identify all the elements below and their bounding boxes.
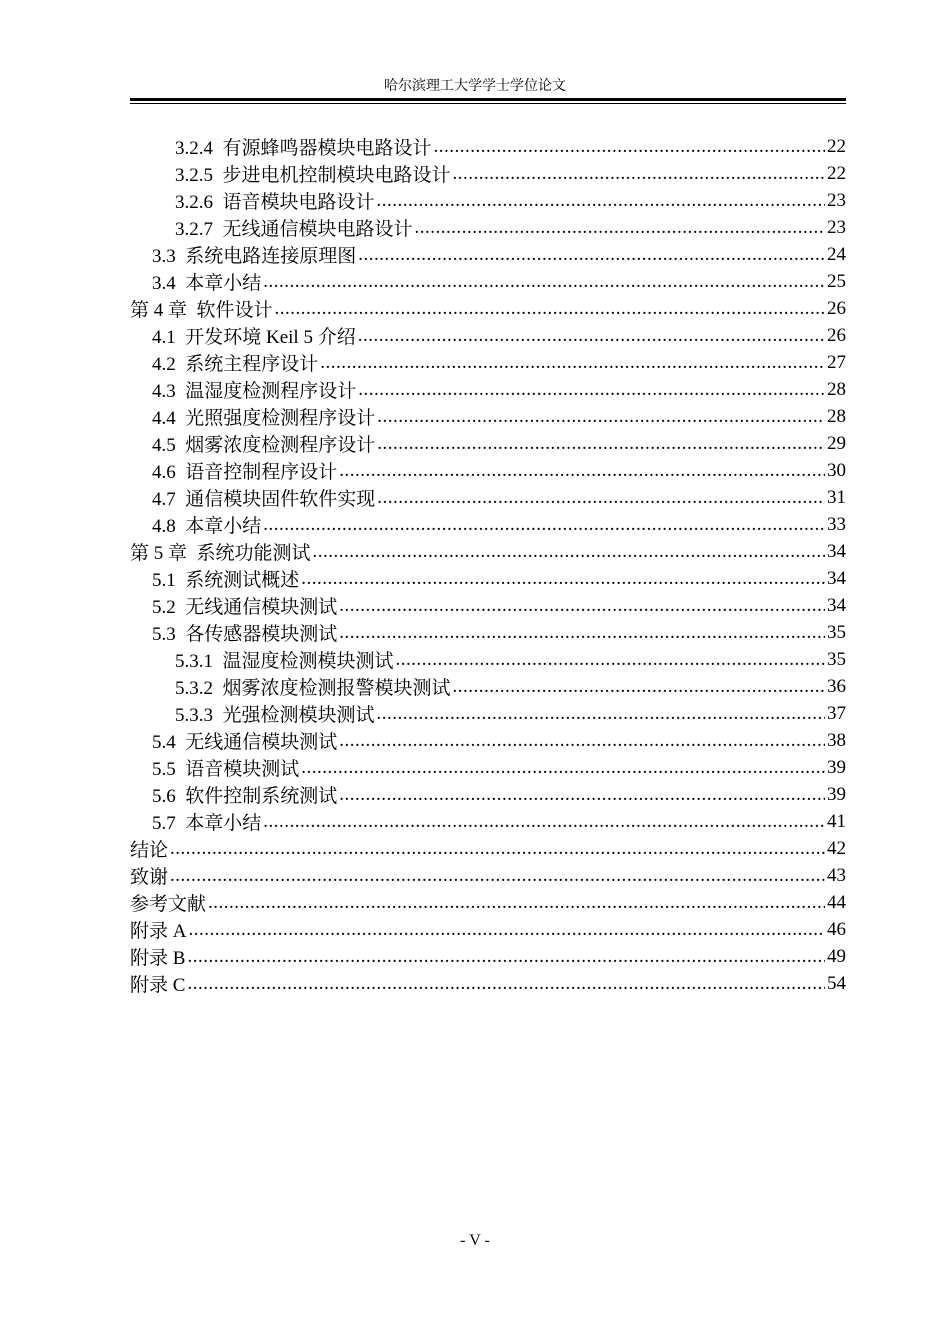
toc-entry-page: 54 [827,972,846,994]
toc-entry-number: 3.2.7 [175,219,213,240]
toc-entry-title: 参考文献 [130,894,207,915]
toc-entry-number: 3.4 [152,273,176,294]
toc-leader-dots [208,892,825,914]
toc-entry-label [152,484,375,511]
toc-leader-dots [377,487,825,509]
toc-entry-page: 38 [827,729,846,751]
toc-entry[interactable] [0,214,950,241]
toc-entry-number: 5.2 [152,597,176,618]
toc-entry[interactable] [0,565,950,592]
toc-entry-page: 22 [827,135,846,157]
toc-entry[interactable] [0,727,950,754]
toc-entry-page: 41 [827,810,846,832]
toc-entry-label [130,916,186,943]
toc-entry-label [175,673,451,700]
toc-entry-label [152,808,261,835]
toc-entry-title: 系统电路连接原理图 [185,246,357,267]
toc-entry-number: 5.1 [152,570,176,591]
toc-entry-page: 26 [827,324,846,346]
toc-entry-page: 35 [827,648,846,670]
toc-entry-title: 烟雾浓度检测程序设计 [185,435,376,456]
toc-entry-title: 本章小结 [185,273,262,294]
toc-entry-title: 通信模块固件软件实现 [185,489,376,510]
toc-entry[interactable] [0,943,950,970]
toc-entry-label [152,268,261,295]
toc-entry-number: 5.7 [152,813,176,834]
toc-leader-dots [377,433,825,455]
toc-entry[interactable] [0,619,950,646]
toc-entry-title: 结论 [130,840,169,861]
toc-leader-dots [263,271,825,293]
toc-entry-number: 4.7 [152,489,176,510]
toc-entry[interactable] [0,592,950,619]
toc-entry-title: 本章小结 [185,516,262,537]
toc-entry-number: 第 4 章 [130,300,188,321]
toc-entry-title: 光强检测模块测试 [222,705,375,726]
toc-entry[interactable] [0,511,950,538]
toc-entry-label [130,862,168,889]
toc-entry-label [152,322,356,349]
toc-entry-label [152,754,299,781]
toc-entry[interactable] [0,187,950,214]
toc-entry[interactable] [0,673,950,700]
toc-entry-title: 致谢 [130,867,169,888]
toc-entry[interactable] [0,538,950,565]
toc-leader-dots [301,757,825,779]
toc-entry-page: 23 [827,189,846,211]
toc-entry[interactable] [0,349,950,376]
toc-entry-number: 4.8 [152,516,176,537]
toc-entry-label [130,943,185,970]
toc-entry-page: 23 [827,216,846,238]
toc-leader-dots [358,325,825,347]
toc-entry-page: 30 [827,459,846,481]
toc-entry-title: 附录 B [130,948,186,969]
toc-entry-page: 39 [827,783,846,805]
toc-entry-page: 49 [827,945,846,967]
toc-entry-number: 3.3 [152,246,176,267]
toc-entry-number: 5.5 [152,759,176,780]
toc-entry-number: 5.3.2 [175,678,213,699]
toc-entry-label [152,619,337,646]
toc-leader-dots [339,622,825,644]
toc-entry[interactable] [0,808,950,835]
toc-entry-number: 5.3.3 [175,705,213,726]
toc-entry[interactable] [0,916,950,943]
header-rule-thin [130,103,846,104]
toc-entry-label [152,376,356,403]
toc-leader-dots [339,595,825,617]
toc-entry-label [152,349,318,376]
toc-entry-number: 4.2 [152,354,176,375]
toc-entry-number: 第 5 章 [130,543,188,564]
toc-leader-dots [187,973,825,995]
toc-entry-page: 34 [827,594,846,616]
toc-entry[interactable] [0,862,950,889]
toc-entry[interactable] [0,160,950,187]
toc-leader-dots [275,298,825,320]
toc-entry-page: 27 [827,351,846,373]
toc-entry-title: 无线通信模块测试 [185,732,338,753]
toc-entry[interactable] [0,376,950,403]
toc-entry-page: 31 [827,486,846,508]
toc-entry-page: 28 [827,378,846,400]
toc-leader-dots [263,514,825,536]
toc-leader-dots [434,136,825,158]
toc-entry-label [130,889,206,916]
toc-entry-page: 34 [827,540,846,562]
toc-entry-title: 系统主程序设计 [185,354,319,375]
toc-entry-label [152,727,337,754]
toc-entry-title: 开发环境 Keil 5 介绍 [185,327,356,348]
toc-entry-page: 46 [827,918,846,940]
toc-entry-title: 语音模块测试 [185,759,300,780]
toc-entry-page: 37 [827,702,846,724]
toc-entry-page: 25 [827,270,846,292]
toc-entry-number: 4.5 [152,435,176,456]
toc-entry[interactable] [0,430,950,457]
toc-entry[interactable] [0,754,950,781]
toc-entry-page: 28 [827,405,846,427]
page-number: - V - [460,1232,490,1249]
toc-entry-label [152,511,261,538]
toc-entry-page: 44 [827,891,846,913]
toc-entry-title: 软件控制系统测试 [185,786,338,807]
toc-leader-dots [301,568,825,590]
toc-entry-title: 光照强度检测程序设计 [185,408,376,429]
toc-leader-dots [453,676,825,698]
toc-entry-label [175,160,451,187]
toc-entry-label [175,646,394,673]
toc-leader-dots [313,541,825,563]
toc-entry-number: 5.4 [152,732,176,753]
toc-entry[interactable] [0,484,950,511]
toc-leader-dots [377,190,825,212]
toc-leader-dots [415,217,825,239]
page-header-title: 哈尔滨理工大学学士学位论文 [384,79,566,94]
toc-leader-dots [453,163,825,185]
toc-entry-label [130,295,273,322]
toc-leader-dots [263,811,825,833]
toc-entry[interactable] [0,295,950,322]
toc-entry-title: 系统功能测试 [196,543,311,564]
toc-entry-title: 语音控制程序设计 [185,462,338,483]
toc-entry-title: 烟雾浓度检测报警模块测试 [222,678,451,699]
toc-entry[interactable] [0,889,950,916]
toc-leader-dots [187,946,825,968]
toc-entry-label [175,187,375,214]
toc-entry[interactable] [0,322,950,349]
toc-entry-label [130,538,311,565]
toc-entry[interactable] [0,835,950,862]
toc-entry-number: 5.6 [152,786,176,807]
header-rule-thick [130,98,846,101]
toc-entry[interactable] [0,457,950,484]
toc-leader-dots [170,865,825,887]
toc-entry[interactable] [0,133,950,160]
toc-leader-dots [339,460,825,482]
toc-entry-number: 4.4 [152,408,176,429]
toc-entry-page: 29 [827,432,846,454]
toc-entry[interactable] [0,241,950,268]
toc-entry-page: 42 [827,837,846,859]
toc-leader-dots [320,352,825,374]
toc-entry-title: 本章小结 [185,813,262,834]
toc-entry-label [152,430,375,457]
toc-entry-number: 3.2.4 [175,138,213,159]
toc-leader-dots [188,919,825,941]
toc-entry-label [152,565,299,592]
toc-leader-dots [377,703,825,725]
toc-entry-page: 33 [827,513,846,535]
toc-entry-title: 语音模块电路设计 [222,192,375,213]
toc-entry-label [152,781,337,808]
toc-entry-label [130,970,185,997]
toc-entry[interactable] [0,646,950,673]
toc-entry[interactable] [0,403,950,430]
toc-entry[interactable] [0,970,950,997]
toc-entry-label [152,457,337,484]
toc-entry-title: 温湿度检测程序设计 [185,381,357,402]
toc-entry-number: 4.1 [152,327,176,348]
toc-entry-number: 4.3 [152,381,176,402]
toc-leader-dots [377,406,825,428]
toc-entry-page: 26 [827,297,846,319]
toc-leader-dots [396,649,825,671]
toc-entry-title: 附录 A [130,921,187,942]
toc-entry-title: 系统测试概述 [185,570,300,591]
toc-entry-label [175,214,413,241]
toc-entry-number: 4.6 [152,462,176,483]
toc-entry-label [130,835,168,862]
toc-entry-title: 软件设计 [196,300,273,321]
toc-entry-label [152,592,337,619]
toc-entry-page: 22 [827,162,846,184]
toc-entry-page: 43 [827,864,846,886]
toc-entry-title: 附录 C [130,975,186,996]
toc-entry-number: 3.2.5 [175,165,213,186]
toc-entry-page: 39 [827,756,846,778]
toc-entry-number: 5.3.1 [175,651,213,672]
toc-entry[interactable] [0,268,950,295]
toc-entry[interactable] [0,700,950,727]
toc-leader-dots [358,379,825,401]
toc-entry-label [175,133,432,160]
toc-entry-label [152,241,356,268]
toc-leader-dots [170,838,825,860]
toc-entry-title: 无线通信模块电路设计 [222,219,413,240]
toc-entry-title: 步进电机控制模块电路设计 [222,165,451,186]
toc-entry-title: 有源蜂鸣器模块电路设计 [222,138,432,159]
toc-entry-title: 温湿度检测模块测试 [222,651,394,672]
toc-entry-title: 各传感器模块测试 [185,624,338,645]
toc-entry-page: 34 [827,567,846,589]
toc-leader-dots [339,784,825,806]
toc-leader-dots [339,730,825,752]
toc-leader-dots [358,244,825,266]
toc-entry-title: 无线通信模块测试 [185,597,338,618]
toc-entry-label [175,700,375,727]
toc-entry-page: 36 [827,675,846,697]
toc-entry-page: 24 [827,243,846,265]
toc-entry[interactable] [0,781,950,808]
toc-entry-number: 3.2.6 [175,192,213,213]
toc-entry-label [152,403,375,430]
toc-entry-page: 35 [827,621,846,643]
toc-entry-number: 5.3 [152,624,176,645]
